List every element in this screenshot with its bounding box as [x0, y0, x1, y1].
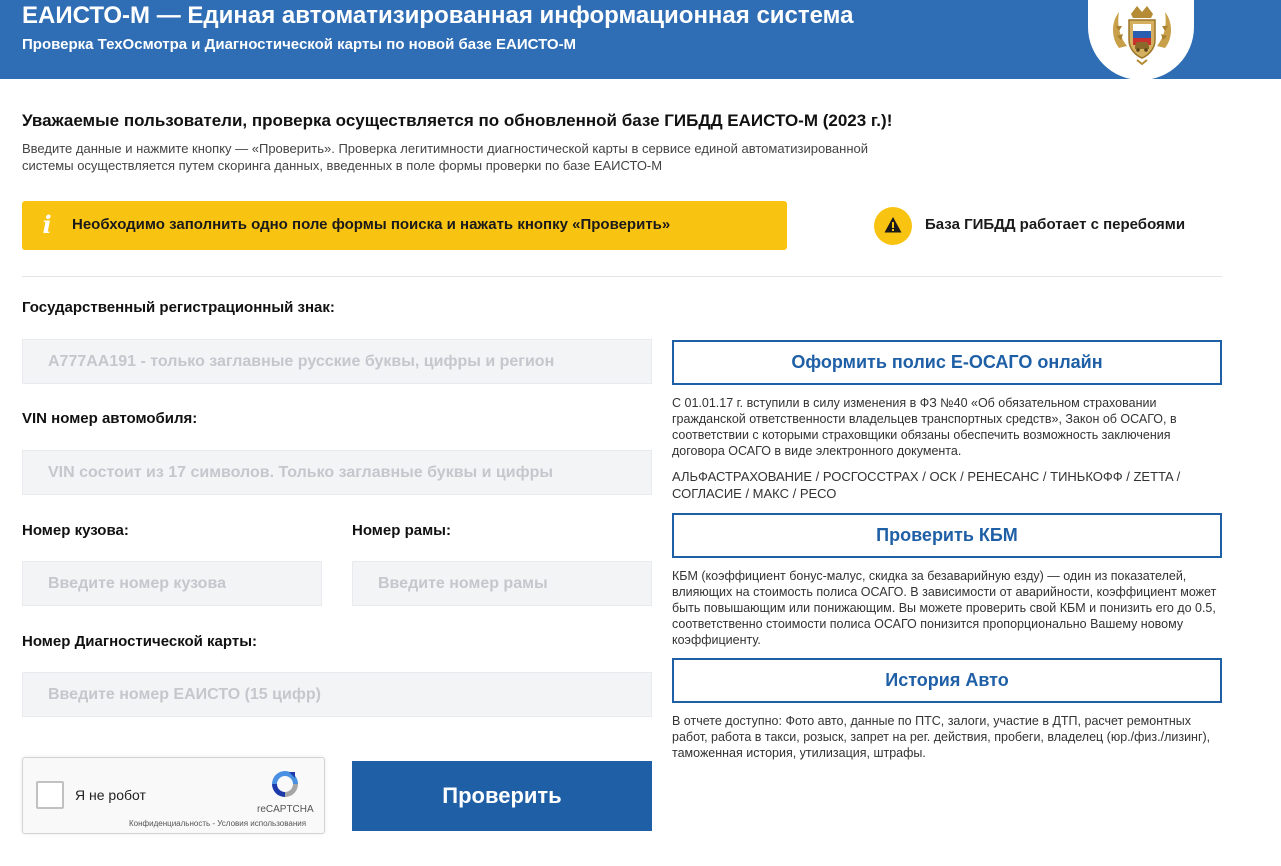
recaptcha-icon: [269, 768, 301, 800]
site-header: [0, 0, 1281, 79]
warning-icon: [884, 216, 902, 234]
check-button[interactable]: Проверить: [352, 761, 652, 831]
info-icon: i: [42, 210, 52, 239]
gibdd-emblem-icon: [1107, 0, 1177, 70]
recaptcha-brand: reCAPTCHA: [257, 804, 314, 815]
plate-label: Государственный регистрационный знак:: [22, 299, 335, 316]
vin-label: VIN номер автомобиля:: [22, 410, 198, 427]
frame-number-input[interactable]: [352, 561, 652, 606]
insurers-list: АЛЬФАСТРАХОВАНИЕ / РОСГОССТРАХ / ОСК / РЕНЕСАНС / ТИНЬКОФФ / ZETTA / СОГЛАСИЕ / МАКС / РЕСО: [672, 469, 1181, 501]
car-history-text: В отчете доступно: Фото авто, данные по ПТС, залоги, участие в ДТП, расчет ремонтных работ, работа в такси, розыск, запрет на рег. действия, пробеги, владелец (юр./физ./лизинг), таможенная история, утилизация, штрафы.: [672, 714, 1211, 760]
car-history-button[interactable]: История Авто: [672, 658, 1222, 703]
recaptcha-links[interactable]: Конфиденциальность - Условия использования: [129, 819, 307, 828]
diagnostic-card-label: Номер Диагностической карты:: [22, 633, 258, 650]
frame-number-label: Номер рамы:: [352, 522, 451, 539]
database-warning-text: База ГИБДД работает с перебоями: [925, 216, 1186, 233]
alert-text: Необходимо заполнить одно поле формы поиска и нажать кнопку «Проверить»: [72, 216, 671, 233]
osago-button[interactable]: Оформить полис Е-ОСАГО онлайн: [672, 340, 1222, 385]
check-kbm-button[interactable]: Проверить КБМ: [672, 513, 1222, 558]
recaptcha-widget: [22, 757, 325, 834]
notice-title: Уважаемые пользователи, проверка осуществляется по обновленной базе ГИБДД ЕАИСТО-М (2023 г.)!: [22, 111, 893, 130]
notice-text: Введите данные и нажмите кнопку — «Проверить». Проверка легитимности диагностической карты в сервисе единой автоматизированной системы осуществляется путем скоринга данных, введенных в поле формы проверки по базе ЕАИСТО-М: [22, 141, 869, 173]
plate-input[interactable]: [22, 339, 652, 384]
vin-input[interactable]: [22, 450, 652, 495]
osago-text: С 01.01.17 г. вступили в силу изменения в ФЗ №40 «Об обязательном страховании гражданской ответственности владельцев транспортных средств», Закон об ОСАГО, в соответствии с которыми страховщики обязаны обеспечить возможность заключения договора ОСАГО в виде электронного документа.: [672, 396, 1177, 458]
site-subtitle: Проверка ТехОсмотра и Диагностической карты по новой базе ЕАИСТО-М: [22, 36, 577, 53]
site-title: ЕАИСТО-М — Единая автоматизированная информационная система: [22, 2, 854, 29]
diagnostic-card-input[interactable]: [22, 672, 652, 717]
body-number-label: Номер кузова:: [22, 522, 129, 539]
body-number-input[interactable]: [22, 561, 322, 606]
kbm-text: КБМ (коэффициент бонус-малус, скидка за безаварийную езду) — один из показателей, влияющих на стоимость полиса ОСАГО. В зависимости от аварийности, коэффициент может быть повышающим или понижающим. Вы можете проверить свой КБМ и понизить его до 0.5, соответственно стоимости полиса ОСАГО понизится пропорционально Вашему новому коэффициенту.: [672, 569, 1217, 647]
divider: [22, 276, 1222, 277]
recaptcha-label: Я не робот: [75, 787, 146, 803]
recaptcha-checkbox[interactable]: [36, 781, 64, 809]
